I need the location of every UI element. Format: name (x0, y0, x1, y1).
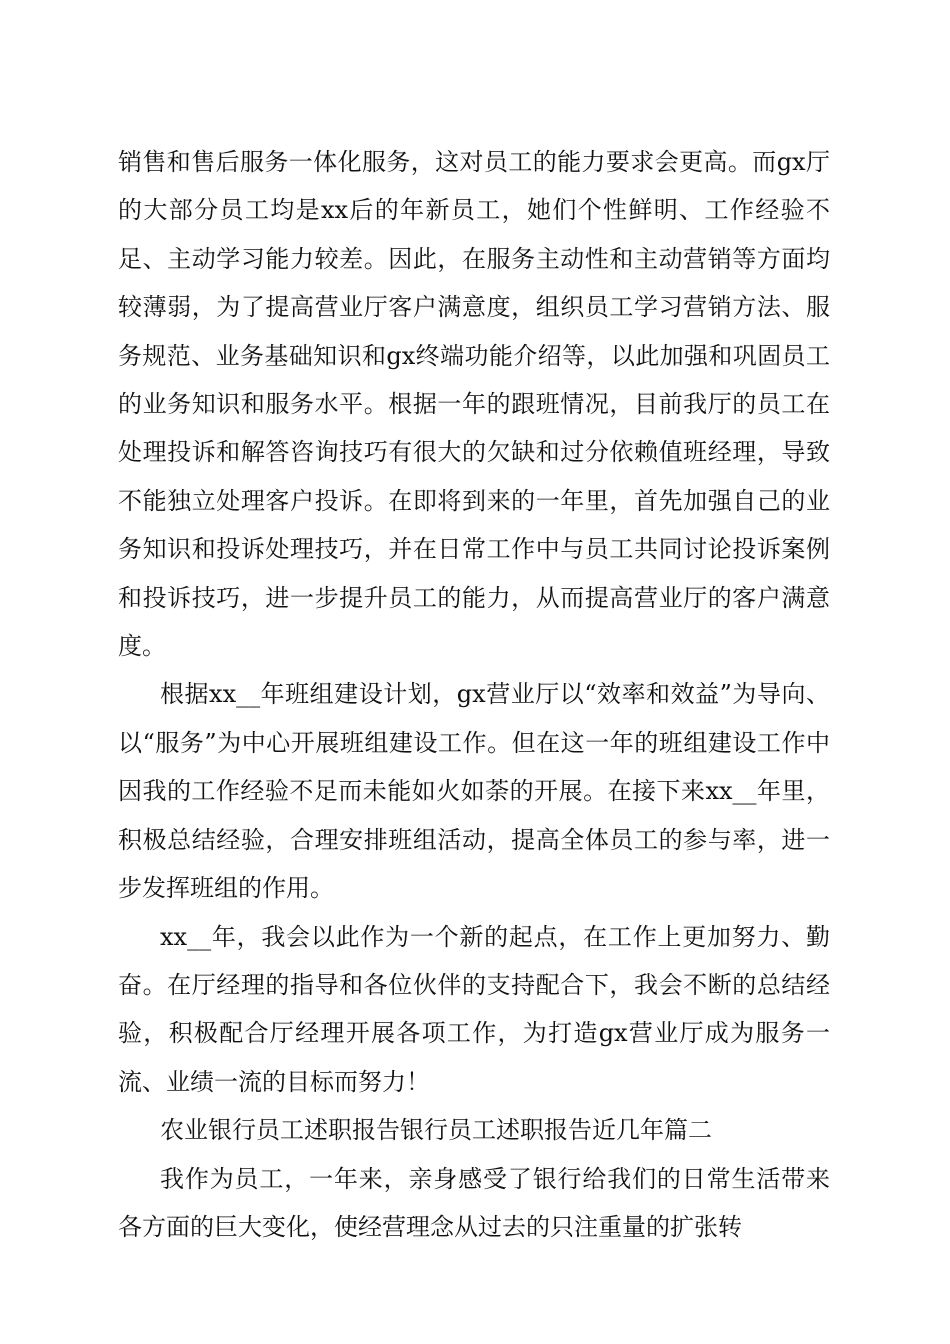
paragraph-continuation: 销售和售后服务一体化服务，这对员工的能力要求会更高。而gx厅的大部分员工均是xx后的年新员工，她们个性鲜明、工作经验不足、主动学习能力较差。因此，在服务主动性和主动营销等方面均较薄弱，为了提高营业厅客户满意度，组织员工学习营销方法、服务规范、业务基础知识和gx终端功能介绍等，以此加强和巩固员工的业务知识和服务水平。根据一年的跟班情况，目前我厅的员工在处理投诉和解答咨询技巧有很大的欠缺和过分依赖值班经理，导致不能独立处理客户投诉。在即将到来的一年里，首先加强自己的业务知识和投诉处理技巧，并在日常工作中与员工共同讨论投诉案例和投诉技巧，进一步提升员工的能力，从而提高营业厅的客户满意度。 (118, 148, 830, 661)
paragraph-team-building: 根据xx__年班组建设计划，gx营业厅以“效率和效益”为导向、以“服务”为中心开展班组建设工作。但在这一年的班组建设工作中因我的工作经验不足而未能如火如荼的开展。在接下来xx__年里，积极总结经验，合理安排班组活动，提高全体员工的参与率，进一步发挥班组的作用。 (118, 680, 830, 903)
document-body (118, 138, 830, 1251)
paragraph-intro: 我作为员工，一年来，亲身感受了银行给我们的日常生活带来各方面的巨大变化，使经营理念从过去的只注重量的扩张转 (118, 1164, 830, 1241)
section-heading: 农业银行员工述职报告银行员工述职报告近几年篇二 (160, 1116, 712, 1145)
paragraph-new-start: xx__年，我会以此作为一个新的起点，在工作上更加努力、勤奋。在厅经理的指导和各位伙伴的支持配合下，我会不断的总结经验，积极配合厅经理开展各项工作，为打造gx营业厅成为服务一流、业绩一流的目标而努力！ (118, 922, 830, 1096)
